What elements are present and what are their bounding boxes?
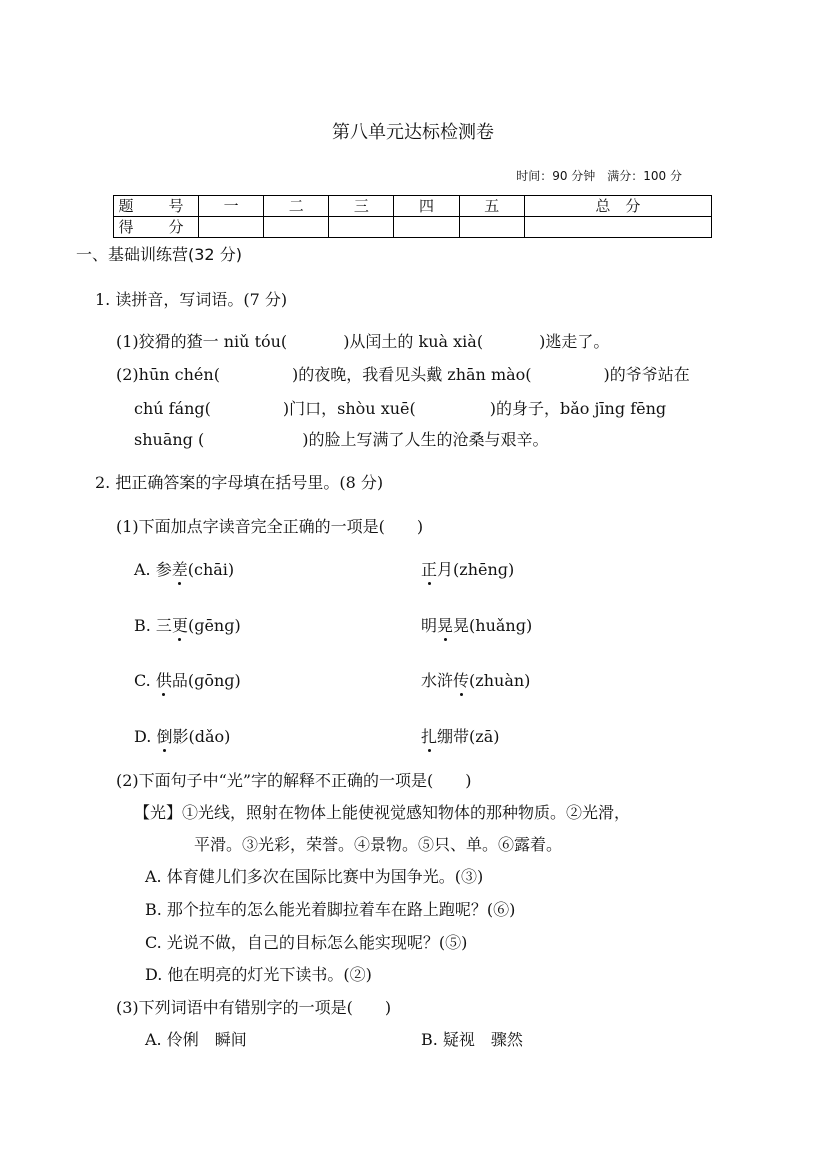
score-cell: 二 (264, 196, 329, 217)
score-cell: 题 号 (114, 196, 199, 217)
option-text: D. (134, 727, 157, 746)
option-text: B. 三 (134, 616, 172, 635)
option-b-second (421, 613, 532, 636)
line-text: )的夜晚，我看见头戴 zhān mào( (291, 365, 532, 384)
option-text: (chāi) (187, 560, 235, 579)
line-text: )的爷爷站在 (603, 365, 690, 384)
dotted-char: 传 (453, 668, 469, 691)
option-d[interactable] (134, 724, 230, 747)
score-table (113, 195, 712, 238)
score-cell: 得 分 (114, 217, 199, 238)
option-text: (ɡēnɡ) (187, 616, 241, 635)
option-b[interactable]: B. 疑视 骤然 (421, 1030, 523, 1049)
option-text: 品(ɡōnɡ) (171, 671, 241, 690)
score-cell: 五 (459, 196, 524, 217)
option-a-second (421, 557, 514, 580)
option-a[interactable]: A. 伶俐 瞬间 (145, 1030, 247, 1049)
score-cell: 三 (329, 196, 394, 217)
option-b[interactable] (134, 613, 241, 636)
question-line (134, 427, 548, 450)
section-heading: 一、基础训练营(32 分) (76, 245, 242, 264)
question-line (116, 329, 609, 352)
question-stem: 1. 读拼音，写词语。(7 分) (95, 290, 288, 309)
dotted-char: 晃 (437, 613, 453, 636)
option-text: 影(dǎo) (172, 727, 231, 746)
score-cell: 总 分 (524, 196, 711, 217)
option-c[interactable] (134, 668, 241, 691)
option-text: 晃(huǎnɡ) (453, 616, 533, 635)
option-text: 明 (421, 616, 438, 635)
line-text: (2)hūn chén( (116, 365, 220, 384)
line-text: (1)狡猾的猹一 niǔ tóu( (116, 332, 288, 351)
option-c-second (421, 668, 530, 691)
line-text: )逃走了。 (539, 332, 610, 351)
score-table-score-row (114, 217, 712, 238)
score-input-cell[interactable] (394, 217, 459, 238)
score-input-cell[interactable] (264, 217, 329, 238)
definition-line: 【光】①光线，照射在物体上能使视觉感知物体的那种物质。②光滑， (134, 803, 631, 822)
dotted-char: 更 (172, 613, 188, 636)
line-text: )的脸上写满了人生的沧桑与艰辛。 (302, 430, 549, 449)
option-text: 绷带(zā) (437, 727, 500, 746)
dotted-char: 倒 (156, 724, 172, 747)
score-input-cell[interactable] (459, 217, 524, 238)
sub-question: (2)下面句子中“光”字的解释不正确的一项是( ) (116, 771, 472, 790)
option-c[interactable]: C. 光说不做，自己的目标怎么能实现呢？(⑤) (145, 933, 468, 952)
line-text: )从闰土的 kuà xià( (343, 332, 484, 351)
option-text: C. (134, 671, 156, 690)
option-d-second (421, 724, 499, 747)
dotted-char: 扎 (421, 724, 437, 747)
question-line (134, 396, 666, 419)
dotted-char: 供 (156, 668, 172, 691)
option-a[interactable]: A. 体育健儿们多次在国际比赛中为国争光。(③) (145, 867, 484, 886)
dotted-char: 差 (172, 557, 188, 580)
line-text: )门口，shòu xuē( (282, 399, 416, 418)
line-text: chú fáng( (134, 399, 211, 418)
dotted-char: 正 (421, 557, 437, 580)
option-text: A. 参 (134, 560, 172, 579)
option-text: (zhuàn) (469, 671, 531, 690)
option-d[interactable]: D. 他在明亮的灯光下读书。(②) (145, 965, 372, 984)
score-input-cell[interactable] (524, 217, 711, 238)
exam-meta: 时间：90 分钟 满分：100 分 (516, 169, 682, 183)
definition-line: 平滑。③光彩，荣誉。④景物。⑤只、单。⑥露着。 (194, 835, 563, 854)
score-cell: 一 (199, 196, 264, 217)
question-stem: 2. 把正确答案的字母填在括号里。(8 分) (95, 473, 384, 492)
option-text: 月(zhēnɡ) (437, 560, 515, 579)
score-input-cell[interactable] (329, 217, 394, 238)
sub-question: (3)下列词语中有错别字的一项是( ) (116, 998, 392, 1017)
score-table-header-row (114, 196, 712, 217)
line-text: shuāng ( (134, 430, 205, 449)
option-text: 水浒 (421, 671, 454, 690)
page-title: 第八单元达标检测卷 (332, 122, 494, 143)
option-a[interactable] (134, 557, 234, 580)
score-input-cell[interactable] (199, 217, 264, 238)
sub-question: (1)下面加点字读音完全正确的一项是( ) (116, 517, 424, 536)
line-text: )的身子，bǎo jīng fēng (489, 399, 667, 418)
option-b[interactable]: B. 那个拉车的怎么能光着脚拉着车在路上跑呢？(⑥) (145, 900, 516, 919)
score-cell: 四 (394, 196, 459, 217)
question-line (116, 362, 690, 385)
